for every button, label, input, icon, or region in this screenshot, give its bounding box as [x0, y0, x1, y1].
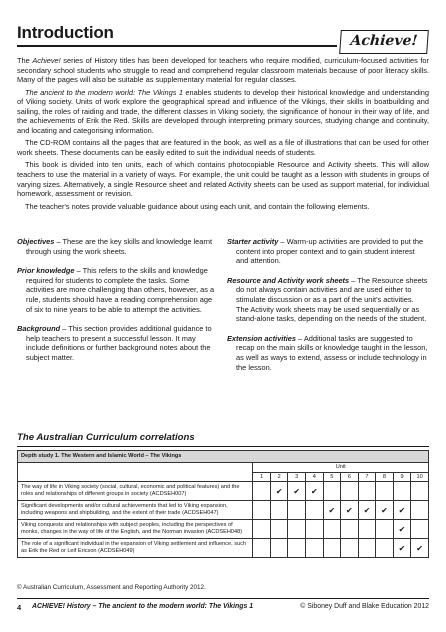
curriculum-descriptor: The role of a significant individual in the expansion of Viking settlement and influence, such as Erik the Red or Leif Ericson (ACDSEH049): [18, 539, 253, 558]
tick-mark-cell: ✔: [411, 539, 429, 558]
curriculum-row: [18, 520, 429, 539]
empty-cell: [358, 520, 376, 539]
unit-number-cell: 7: [358, 473, 376, 482]
tick-mark-cell: ✔: [393, 539, 411, 558]
empty-cell: [411, 520, 429, 539]
intro-paragraph-1: The Achieve! series of History titles has been developed for teachers who require modified, curriculum-focused activities for secondary school students who struggle to read and comprehend regular classroom materials because of poor literacy skills. Many of the pages will also be suitable as supplementary material for regular classes.: [17, 56, 429, 85]
footer-rule: [17, 598, 429, 599]
empty-cell: [306, 539, 324, 558]
curriculum-rule: [17, 446, 429, 447]
tick-mark-cell: ✔: [393, 501, 411, 520]
curriculum-descriptor: Significant developments and/or cultural achievements that led to Viking expansion, including weapons and shipbuilding, and the extent of their trade (ACDSEH047): [18, 501, 253, 520]
element-extension-activities: Extension activities – Additional tasks are suggested to recap on the main skills or knowledge taught in the lesson, as well as ways to extend, assess or include technology in the lesson.: [227, 333, 428, 372]
empty-cell: [323, 482, 341, 501]
unit-number-cell: 10: [411, 473, 429, 482]
curriculum-title: The Australian Curriculum correlations: [17, 432, 195, 443]
intro-text: [17, 56, 429, 214]
element-starter-activity: Starter activity – Warm-up activities are provided to put the content into proper context and to gain student interest and attention.: [227, 237, 424, 266]
tick-mark-cell: ✔: [306, 482, 324, 501]
empty-cell: [323, 520, 341, 539]
empty-cell: [341, 539, 359, 558]
empty-cell: [270, 539, 288, 558]
empty-cell: [288, 501, 306, 520]
empty-cell: [306, 501, 324, 520]
empty-cell: [288, 520, 306, 539]
page-title: Introduction: [17, 23, 114, 42]
elements-right-column: [227, 237, 428, 382]
tick-mark-cell: ✔: [288, 482, 306, 501]
element-prior-knowledge: Prior knowledge – This refers to the skills and knowledge required for students to complete the tasks. Some activities are more challenging than others, however, as a rule, students should have a reading comprehension age of six to nine years to be able to attempt the activities.: [17, 266, 215, 314]
intro-paragraph-4: This book is divided into ten units, each of which contains photocopiable Resource and Activity sheets. This will allow teachers to use the material in a variety of ways. For example, the unit could be taught as a lesson with students in groups of varying sizes. Alternatively, a single Resource sheet and related Activity sheets can be used as support material, for individual homework, assessment or revision.: [17, 160, 429, 199]
element-background: Background – This section provides additional guidance to help teachers to present a successful lesson. It may include definitions or further background notes about the subject matter.: [17, 324, 212, 362]
curriculum-row: [18, 539, 429, 558]
unit-number-cell: 9: [393, 473, 411, 482]
blank-header-cell: [18, 463, 253, 482]
elements-left-column: [17, 237, 216, 373]
curriculum-descriptor: The way of life in Viking society (social, cultural, economic and political features) and the roles and relationships of different groups in society (ACDSEH007): [18, 482, 253, 501]
empty-cell: [323, 539, 341, 558]
empty-cell: [376, 520, 394, 539]
unit-number-cell: 4: [306, 473, 324, 482]
empty-cell: [253, 482, 271, 501]
empty-cell: [358, 539, 376, 558]
empty-cell: [253, 501, 271, 520]
element-objectives: Objectives – These are the key skills and knowledge learnt through using the work sheets.: [17, 237, 213, 256]
empty-cell: [376, 482, 394, 501]
page-number: 4: [17, 603, 22, 612]
unit-number-cell: 6: [341, 473, 359, 482]
intro-paragraph-5: The teacher's notes provide valuable guidance about using each unit, and contain the following elements.: [25, 201, 370, 211]
tick-mark-cell: ✔: [341, 501, 359, 520]
empty-cell: [393, 482, 411, 501]
curriculum-descriptor: Viking conquests and relationships with subject peoples, including the perspectives of monks, changes in the way of life of the English, and the Norman invasion (ACDSEH048): [18, 520, 253, 539]
unit-number-cell: 1: [253, 473, 271, 482]
unit-number-cell: 5: [323, 473, 341, 482]
tick-mark-cell: ✔: [358, 501, 376, 520]
empty-cell: [341, 520, 359, 539]
empty-cell: [270, 520, 288, 539]
depth-study-label: Depth study 1. The Western and Islamic World – The Vikings: [18, 451, 429, 463]
unit-number-cell: 2: [270, 473, 288, 482]
unit-label: Unit: [253, 463, 429, 473]
tick-mark-cell: ✔: [393, 520, 411, 539]
unit-number-cell: 3: [288, 473, 306, 482]
empty-cell: [411, 482, 429, 501]
empty-cell: [288, 539, 306, 558]
element-resource-activity-sheets: Resource and Activity work sheets – The Resource sheets do not always contain activities and are used either to stimulate discussion or as a part of the unit's activities. The Activity work sheets may be used sequentially or as stand-alone tasks, depending on the needs of the student.: [227, 275, 428, 324]
tick-mark-cell: ✔: [323, 501, 341, 520]
footer-publisher: © Siboney Duff and Blake Education 2012: [300, 603, 429, 610]
title-rule: [17, 45, 337, 47]
empty-cell: [341, 482, 359, 501]
intro-paragraph-3: The CD-ROM contains all the pages that are featured in the book, as well as a file of illustrations that can be used for other work sheets. These documents can be easily edited to suit the individual needs of students.: [17, 138, 429, 157]
unit-header-row: [18, 463, 429, 473]
study-header-row: [18, 451, 429, 463]
empty-cell: [306, 520, 324, 539]
empty-cell: [253, 539, 271, 558]
empty-cell: [411, 501, 429, 520]
intro-paragraph-2: The ancient to the modern world: The Vikings 1 enables students to develop their historical knowledge and understanding of Viking society. Units of work explore the geographical spread and influence of the Vikings, their skills in boatbuilding and sailing, the roles of raiding and trade, the different classes in Viking society, the significance of honour in their way of life, and the achievements of Erik the Red. Skills are developed through interpreting primary sources, studying change and continuity, and locating and categorising information.: [17, 87, 429, 135]
achieve-logo: Achieve!: [339, 30, 429, 54]
curriculum-copyright: © Australian Curriculum, Assessment and Reporting Authority 2012.: [17, 584, 206, 591]
footer-book-title: ACHIEVE! History – The ancient to the modern world: The Vikings 1: [32, 603, 254, 610]
curriculum-table: [17, 450, 429, 558]
empty-cell: [253, 520, 271, 539]
empty-cell: [376, 539, 394, 558]
empty-cell: [358, 482, 376, 501]
empty-cell: [270, 501, 288, 520]
tick-mark-cell: ✔: [270, 482, 288, 501]
curriculum-row: [18, 482, 429, 501]
curriculum-row: [18, 501, 429, 520]
unit-number-cell: 8: [376, 473, 394, 482]
tick-mark-cell: ✔: [376, 501, 394, 520]
